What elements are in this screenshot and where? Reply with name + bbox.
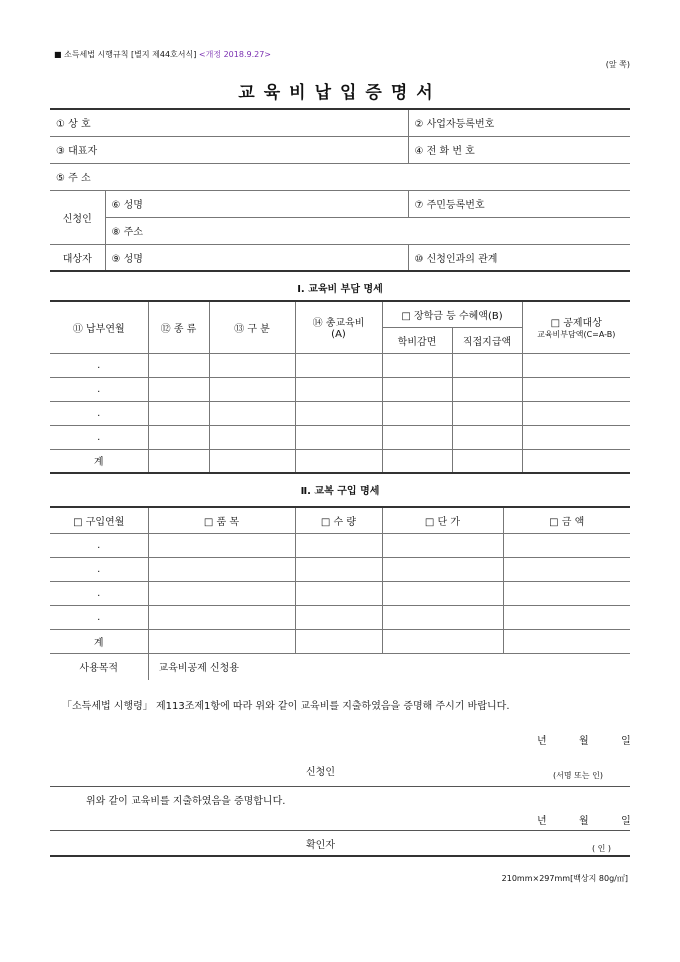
- year-label: 년: [537, 736, 547, 747]
- address-field[interactable]: ⑤ 주 소: [50, 163, 630, 190]
- form-reference: [54, 49, 271, 60]
- ceo-field[interactable]: ③ 대표자: [50, 136, 408, 163]
- target-name-field[interactable]: ⑨ 성명: [105, 244, 408, 271]
- front-side-label: (앞 쪽): [605, 60, 630, 69]
- col-total-line2: (A): [331, 329, 346, 341]
- table-row[interactable]: .: [50, 401, 148, 425]
- amended-date: <개정 2018.9.27>: [198, 50, 272, 59]
- signature-note[interactable]: (서명 또는 인): [553, 771, 603, 780]
- tuition-table: [50, 300, 630, 474]
- table-row[interactable]: .: [50, 353, 148, 377]
- seal-note[interactable]: ( 인 ): [592, 844, 612, 853]
- biz-no-field[interactable]: ② 사업자등록번호: [408, 109, 630, 136]
- col-total-line1: ⑭ 총교육비: [312, 318, 365, 330]
- total-row-label: 계: [50, 449, 148, 473]
- paper-spec: 210mm×297mm[백상지 80g/㎡]: [501, 874, 628, 883]
- applicant-address-field[interactable]: ⑧ 주소: [105, 217, 630, 244]
- col-deduct-line2: 교육비부담액(C=A-B): [537, 330, 616, 340]
- col-unit-price: □ 단 가: [382, 507, 503, 533]
- purpose-value[interactable]: 교육비공제 신청용: [148, 653, 630, 680]
- col-pay-month: ⑪ 납부연월: [50, 301, 148, 353]
- month-label: 월: [579, 816, 589, 827]
- col-scholarship: □ 장학금 등 수혜액(B): [382, 301, 522, 327]
- form-ref-text: ■ 소득세법 시행규칙 [별지 제44호서식]: [54, 50, 197, 59]
- col-direct-payment: 직접지급액: [452, 327, 522, 353]
- applicant-label: 신청인: [50, 190, 105, 244]
- divider: [50, 786, 630, 787]
- section1-title: Ⅰ. 교육비 부담 명세: [297, 284, 383, 295]
- month-label: 월: [579, 736, 589, 747]
- col-purchase-month: □ 구입연월: [50, 507, 148, 533]
- col-kind: ⑫ 종 류: [148, 301, 209, 353]
- resident-no-field[interactable]: ⑦ 주민등록번호: [408, 190, 630, 217]
- certify-statement: 위와 같이 교육비를 지출하였음을 증명합니다.: [86, 796, 286, 807]
- uniform-table: [50, 506, 630, 680]
- col-deduct-line1: □ 공제대상: [550, 318, 602, 330]
- table-row[interactable]: .: [50, 377, 148, 401]
- table-row[interactable]: .: [50, 533, 148, 557]
- relation-field[interactable]: ⑩ 신청인과의 관계: [408, 244, 630, 271]
- page-title: 교육비납입증명서: [238, 83, 442, 103]
- date-line-1[interactable]: [537, 732, 631, 747]
- applicant-sign-label: 신청인: [306, 767, 335, 778]
- year-label: 년: [537, 816, 547, 827]
- target-label: 대상자: [50, 244, 105, 271]
- info-table: [50, 108, 630, 272]
- col-total-tuition: [295, 301, 382, 353]
- col-amount: □ 금 액: [503, 507, 630, 533]
- request-statement: 「소득세법 시행령」 제113조제1항에 따라 위와 같이 교육비를 지출하였음을 증명해 주시기 바랍니다.: [62, 701, 510, 712]
- table-row[interactable]: .: [50, 425, 148, 449]
- col-item: □ 품 목: [148, 507, 295, 533]
- purpose-label: 사용목적: [50, 653, 148, 680]
- phone-field[interactable]: ④ 전 화 번 호: [408, 136, 630, 163]
- col-quantity: □ 수 량: [295, 507, 382, 533]
- verifier-label: 확인자: [306, 840, 335, 851]
- col-deductible: [522, 301, 630, 353]
- divider: [50, 855, 630, 857]
- section2-title: Ⅱ. 교복 구입 명세: [300, 486, 380, 497]
- total-row-label: 계: [50, 629, 148, 653]
- date-line-2[interactable]: [537, 812, 631, 827]
- company-field[interactable]: ① 상 호: [50, 109, 408, 136]
- table-row[interactable]: .: [50, 581, 148, 605]
- table-row[interactable]: .: [50, 557, 148, 581]
- day-label: 일: [621, 736, 631, 747]
- table-row[interactable]: .: [50, 605, 148, 629]
- divider: [50, 830, 630, 831]
- col-class: ⑬ 구 분: [209, 301, 295, 353]
- day-label: 일: [621, 816, 631, 827]
- col-tuition-reduction: 학비감면: [382, 327, 452, 353]
- applicant-name-field[interactable]: ⑥ 성명: [105, 190, 408, 217]
